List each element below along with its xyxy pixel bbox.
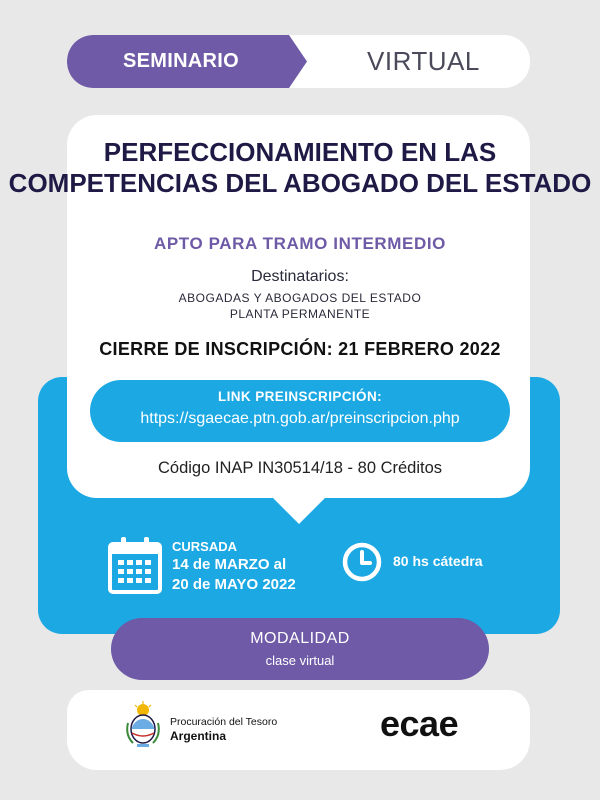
hours-catedra: 80 hs cátedra	[393, 553, 483, 569]
cursada-label: CURSADA	[172, 539, 237, 554]
header-pill	[67, 35, 530, 88]
ecae-logo: ecae	[380, 703, 459, 744]
argentina-coat-of-arms-icon	[125, 701, 161, 749]
destinatarios-line-1: ABOGADAS Y ABOGADOS DEL ESTADO	[178, 291, 422, 305]
modalidad-pill	[111, 618, 489, 680]
seminar-subtitle: APTO PARA TRAMO INTERMEDIO	[153, 234, 446, 253]
seminario-label: SEMINARIO	[122, 50, 240, 72]
virtual-label: VIRTUAL	[367, 46, 480, 76]
cierre-inscripcion: CIERRE DE INSCRIPCIÓN: 21 FEBRERO 2022	[99, 339, 501, 359]
org-name-line-2: Argentina	[170, 729, 227, 743]
destinatarios-line-2: PLANTA PERMANENTE	[229, 307, 371, 321]
calendar-icon	[108, 536, 162, 594]
preinscripcion-link[interactable]	[90, 380, 510, 442]
card-pointer	[271, 496, 327, 524]
cursada-end: 20 de MAYO 2022	[172, 576, 296, 593]
link-label: LINK PREINSCRIPCIÓN:	[217, 389, 382, 404]
org-name-line-1: Procuración del Tesoro	[170, 716, 278, 728]
modalidad-label: MODALIDAD	[250, 630, 350, 647]
clock-icon	[341, 541, 383, 583]
codigo-inap: Código INAP IN30514/18 - 80 Créditos	[157, 459, 443, 477]
modalidad-value: clase virtual	[265, 653, 335, 668]
link-url[interactable]: https://sgaecae.ptn.gob.ar/preinscripcion.php	[140, 410, 460, 427]
destinatarios-label: Destinatarios:	[251, 268, 349, 285]
cursada-start: 14 de MARZO al	[172, 556, 287, 573]
seminar-title: PERFECCIONAMIENTO EN LAS COMPETENCIAS DEL ABOGADO DEL ESTADO	[8, 137, 592, 198]
